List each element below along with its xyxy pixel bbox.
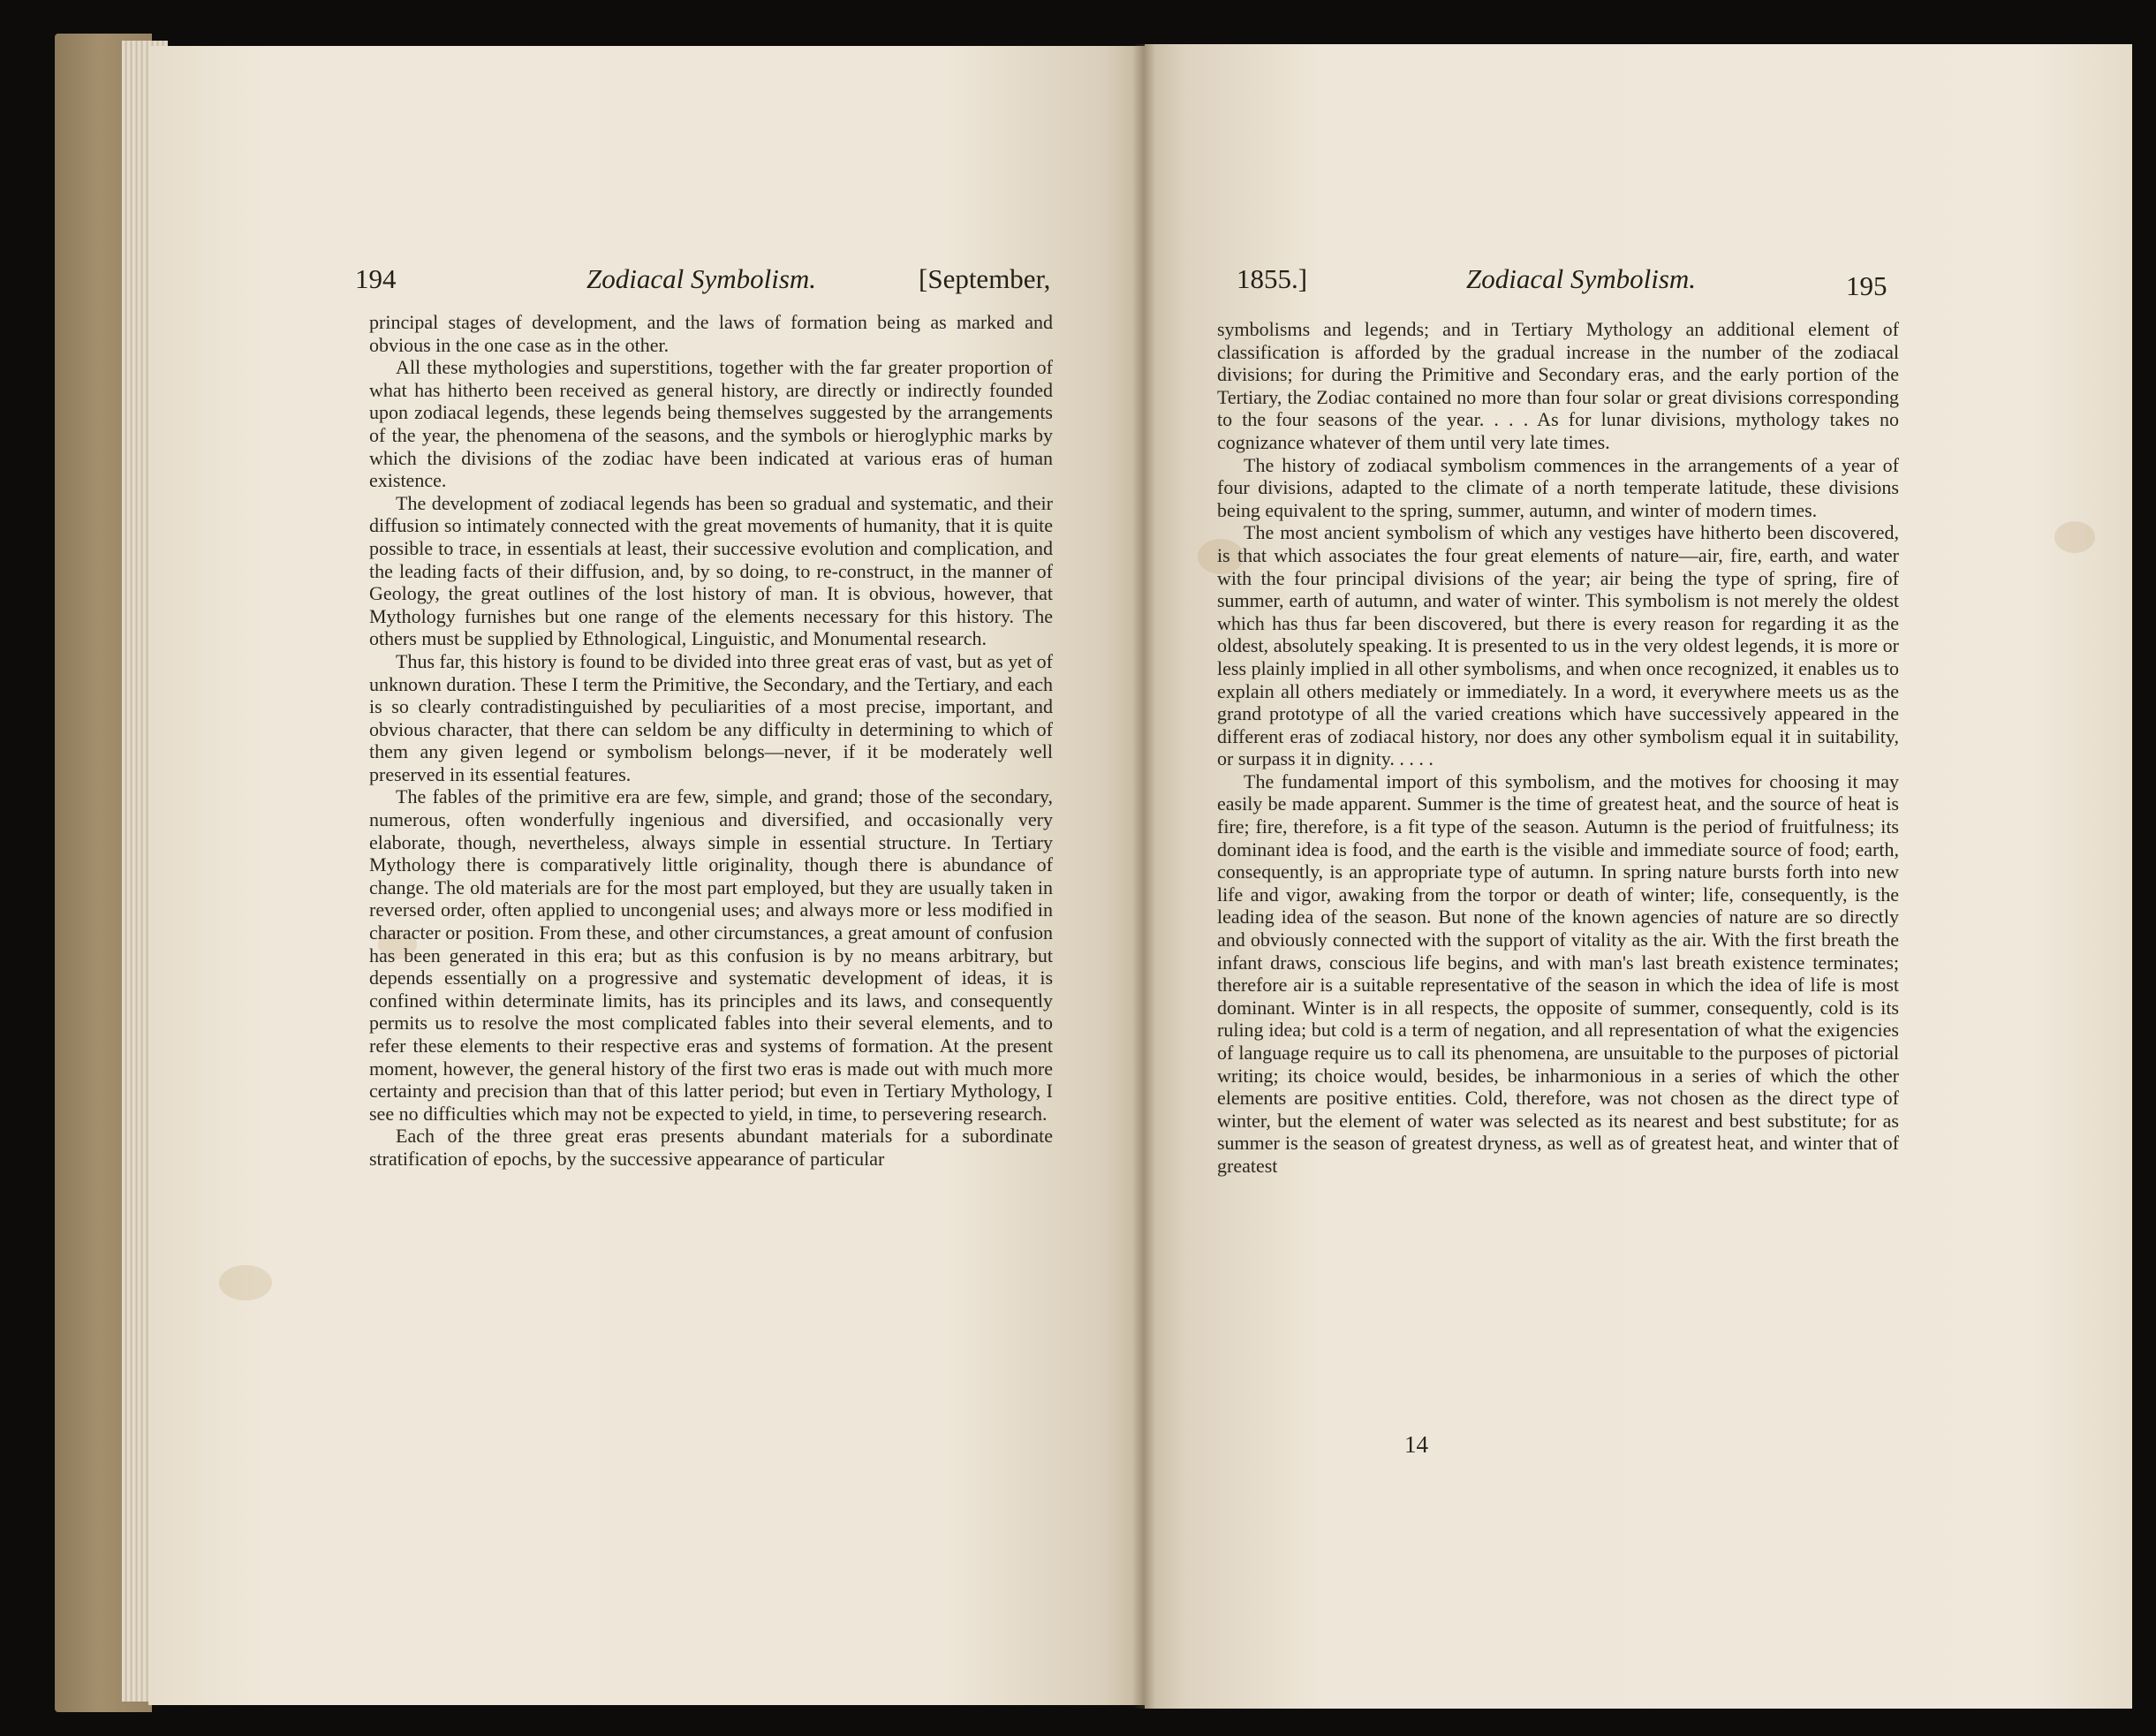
left-running-title [586,263,816,295]
right-paragraph-2: The history of zodiacal symbolism commences in the arrangements of a year of four divisions, adapted to the climate of a north temperate latitude, these divisions being equivalent to the spring, summer, autumn, and winter of modern times. [1217,453,1899,521]
signature-mark: 14 [1404,1431,1428,1458]
right-header-year: 1855.] [1237,263,1308,294]
left-paragraph-3: The development of zodiacal legends has been so gradual and systematic, and their diffusion so intimately connected with the great movements of humanity, that it is quite possible to trace, in essentials at least, their successive evolution and complication, and the leading facts of their diffusion, and, by so doing, to re-construct, in the manner of Geology, the great outlines of the lost history of man. It is obvious, however, that Mythology furnishes but one range of the elements necessary for this history. The others must be supplied by Ethnological, Linguistic, and Monumental research. [369,491,1053,650]
left-page-body [369,311,1053,1171]
book-gutter [1132,44,1155,1709]
right-running-title [1466,263,1696,295]
right-paragraph-4: The fundamental import of this symbolism, and the motives for choosing it may easily be made apparent. Summer is the time of greatest heat, and the source of heat is fire; fire, therefore, is a fit type of the season. Autumn is the period of fruitfulness; its dominant idea is food, and the earth is the visible and immediate source of food; earth, consequently, is an appropriate type of autumn. In spring nature bursts forth into new life and vigor, awaking from the torpor or death of winter; life, consequently, is the leading idea of the season. But none of the known agencies of nature are so directly and obviously connected with the support of vitality as the air. With the first breath the infant draws, conscious life begins, and with man's last breath existence terminates; therefore air is a suitable representative of the season in which the idea of life is most dominant. Winter is in all respects, the opposite of summer, consequently, cold is its ruling idea; but cold is a term of negation, and all representation of what the exigencies of language require us to call its phenomena, are unsuitable to the purposes of pictorial writing; its choice would, besides, be inharmonious in a series of which the other elements are positive entities. Cold, therefore, was not chosen as the direct type of winter, but the element of water was selected as its nearest and best substitute; for as summer is the season of greatest dryness, as well as of greatest heat, and winter that of greatest [1217,769,1899,1177]
right-page-number: 195 [1846,270,1887,301]
left-paragraph-2: All these mythologies and superstitions, together with the far greater proportion of what has hitherto been received as general history, are directly or indirectly founded upon zodiacal legends, these legends being themselves suggested by the arrangements of the year, the phenomena of the seasons, and the symbols or hieroglyphic marks by which the divisions of the zodiac have been indicated at various eras of human existence. [369,356,1053,492]
right-paragraph-3: The most ancient symbolism of which any vestiges have hitherto been discovered, is that which associates the four great elements of nature—air, fire, earth, and water with the four principal divisions of the year; air being the type of spring, fire of summer, earth of autumn, and water of winter. This symbolism is not merely the oldest which has thus far been discovered, but there is every reason for regarding it as the oldest, absolutely speaking. It is presented to us in the very oldest legends, it is more or less plainly implied in all other symbolisms, and when once recognized, it enables us to explain all others mediately or immediately. In a word, it everywhere meets us as the grand prototype of all the varied creations which have successively appeared in the different eras of zodiacal history, nor does any other symbolism equal it in suitability, or surpass it in dignity. . . . . [1217,521,1899,770]
left-page-number: 194 [355,263,397,294]
left-paragraph-4: Thus far, this history is found to be divided into three great eras of vast, but as yet of unknown duration. These I term the Primitive, the Secondary, and the Tertiary, and each is so clearly contradistinguished by peculiarities of a most precise, important, and obvious character, that there can seldom be any difficulty in determining to which of them any given legend or symbolism belongs—never, if it be moderately well preserved in its essential features. [369,649,1053,785]
left-paragraph-6: Each of the three great eras presents abundant materials for a subordinate stratification of epochs, by the successive appearance of particular [369,1125,1053,1170]
right-running-title-text: Zodiacal Symbolism. [1466,263,1697,294]
left-header-month: [September, [919,263,1051,294]
foxing-stain [219,1265,272,1300]
right-page-body [1217,318,1899,1178]
left-running-title-text: Zodiacal Symbolism. [586,263,817,294]
foxing-stain [2054,521,2095,553]
left-paragraph-1: principal stages of development, and the laws of formation being as marked and obvious in the one case as in the other. [369,311,1053,356]
left-paragraph-5: The fables of the primitive era are few, simple, and grand; those of the secondary, numerous, often wonderfully ingenious and diversified, and occasionally very elaborate, though, nevertheless, always simple in essential structure. In Tertiary Mythology there is comparatively little originality, though there is abundance of change. The old materials are for the most part employed, but they are usually taken in reversed order, often applied to uncongenial uses; and always more or less modified in character or position. From these, and other circumstances, a great amount of confusion has been generated in this era; but as this confusion is by no means arbitrary, but depends essentially on a progressive and systematic development of ideas, it is confined within determinate limits, has its principles and its laws, and consequently permits us to resolve the most complicated fables into their several elements, and to refer these elements to their respective eras and systems of formation. At the present moment, however, the general history of the first two eras is made out with much more certainty and precision than that of this latter period; but even in Tertiary Mythology, I see no difficulties which may not be expected to yield, in time, to persevering research. [369,785,1053,1125]
right-paragraph-1: symbolisms and legends; and in Tertiary Mythology an additional element of classification is afforded by the gradual increase in the number of the zodiacal divisions; for during the Primitive and Secondary eras, and the early portion of the Tertiary, the Zodiac contained no more than four solar or great divisions corresponding to the four seasons of the year. . . . As for lunar divisions, mythology takes no cognizance whatever of them until very late times. [1217,318,1899,453]
